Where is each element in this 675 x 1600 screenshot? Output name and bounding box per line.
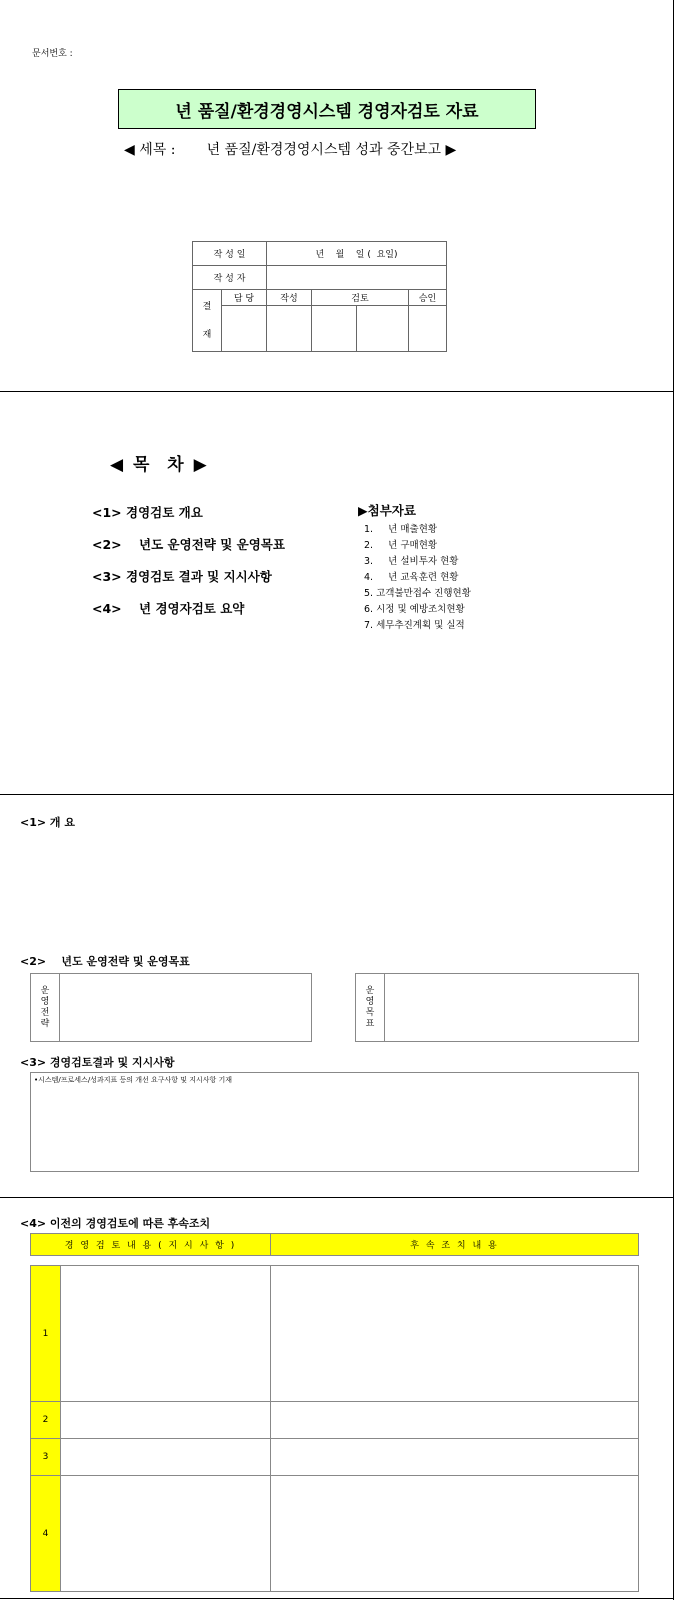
- strategy-label-char: 영: [40, 996, 50, 1007]
- table-spacer: [31, 1256, 639, 1266]
- page-divider-4: [0, 1598, 674, 1599]
- col-in-charge: 담 당: [222, 290, 267, 306]
- page-divider-2: [0, 794, 674, 795]
- strategy-label-char: 략: [40, 1018, 50, 1029]
- attachment-item: 7. 세무추진계획 및 실적: [364, 620, 465, 631]
- table-row: [31, 1266, 639, 1402]
- strategy-box[interactable]: [30, 973, 312, 1042]
- attachment-item: 2. 년 구매현황: [364, 540, 438, 551]
- sign-box-in-charge[interactable]: [222, 306, 267, 352]
- date-label: 작 성 일: [193, 242, 267, 266]
- page-divider-1: [0, 391, 674, 392]
- row-number: 2: [31, 1402, 61, 1439]
- strategy-label: [31, 974, 60, 1041]
- col-review: 검토: [312, 290, 409, 306]
- goal-label: [356, 974, 385, 1041]
- toc-item-4: <4> 년 경영자검토 요약: [92, 601, 245, 616]
- section3-heading: <3> 경영검토결과 및 지시사항: [20, 1056, 175, 1069]
- toc-item-2: <2> 년도 운영전략 및 운영목표: [92, 537, 285, 552]
- follow-up-table: [30, 1233, 639, 1592]
- sign-label-1: 결: [202, 301, 212, 312]
- toc-item-3: <3> 경영검토 결과 및 지시사항: [92, 569, 272, 584]
- follow-up-cell[interactable]: [271, 1266, 639, 1402]
- review-result-box[interactable]: [30, 1072, 639, 1172]
- attachment-item: 4. 년 교육훈련 현황: [364, 572, 459, 583]
- author-value[interactable]: [267, 266, 447, 290]
- col-write: 작성: [267, 290, 312, 306]
- sign-box-approve[interactable]: [409, 306, 447, 352]
- sign-label: [193, 290, 222, 352]
- toc-item-1: <1> 경영검토 개요: [92, 505, 203, 520]
- row-number: 3: [31, 1439, 61, 1476]
- review-content-cell[interactable]: [61, 1476, 271, 1592]
- row-number: 1: [31, 1266, 61, 1402]
- goal-label-char: 영: [365, 996, 375, 1007]
- right-frame-line: [673, 0, 674, 1600]
- review-result-note: •시스템/프로세스/성과지표 등의 개선 요구사항 및 지시사항 기재: [34, 1076, 233, 1084]
- document-title: [118, 89, 536, 129]
- sign-box-review-1[interactable]: [312, 306, 357, 352]
- follow-up-cell[interactable]: [271, 1439, 639, 1476]
- table-row: [31, 1402, 639, 1439]
- section4-heading: <4> 이전의 경영검토에 따른 후속조치: [20, 1217, 211, 1230]
- attachment-item: 6. 시정 및 예방조치현황: [364, 604, 465, 615]
- attachments-heading: ▶첨부자료: [358, 503, 416, 518]
- row-number: 4: [31, 1476, 61, 1592]
- col-review-content: 경 영 검 토 내 용 ( 지 시 사 항 ): [31, 1234, 271, 1256]
- review-content-cell[interactable]: [61, 1439, 271, 1476]
- goal-label-char: 운: [365, 985, 375, 996]
- sign-label-2: 재: [202, 329, 212, 340]
- table-row: [31, 1439, 639, 1476]
- page-divider-3: [0, 1197, 674, 1198]
- goal-label-char: 표: [365, 1018, 375, 1029]
- subject-line: ◀ 세목 : 년 품질/환경경영시스템 성과 중간보고 ▶: [124, 142, 457, 158]
- section1-heading: <1> 개 요: [20, 816, 75, 829]
- col-follow-up: 후 속 조 치 내 용: [271, 1234, 639, 1256]
- attachment-item: 3. 년 설비투자 현황: [364, 556, 459, 567]
- review-content-cell[interactable]: [61, 1266, 271, 1402]
- attachment-item: 1. 년 매출현황: [364, 524, 438, 535]
- approval-table: [192, 241, 447, 352]
- strategy-label-char: 운: [40, 985, 50, 996]
- author-label: 작 성 자: [193, 266, 267, 290]
- document-title-text: 년 품질/환경경영시스템 경영자검토 자료: [175, 101, 479, 122]
- section2-heading: <2> 년도 운영전략 및 운영목표: [20, 955, 190, 968]
- sign-box-write[interactable]: [267, 306, 312, 352]
- sign-box-review-2[interactable]: [357, 306, 409, 352]
- goal-label-char: 목: [365, 1007, 375, 1018]
- doc-number-label: 문서번호 :: [32, 49, 73, 59]
- toc-heading: ◀ 목 차 ▶: [110, 455, 209, 475]
- follow-up-cell[interactable]: [271, 1476, 639, 1592]
- table-row: [31, 1476, 639, 1592]
- follow-up-cell[interactable]: [271, 1402, 639, 1439]
- review-content-cell[interactable]: [61, 1402, 271, 1439]
- col-approve: 승인: [409, 290, 447, 306]
- goal-box[interactable]: [355, 973, 639, 1042]
- strategy-label-char: 전: [40, 1007, 50, 1018]
- attachment-item: 5. 고객불만접수 진행현황: [364, 588, 471, 599]
- date-value[interactable]: 년 월 일 ( 요일): [267, 242, 447, 266]
